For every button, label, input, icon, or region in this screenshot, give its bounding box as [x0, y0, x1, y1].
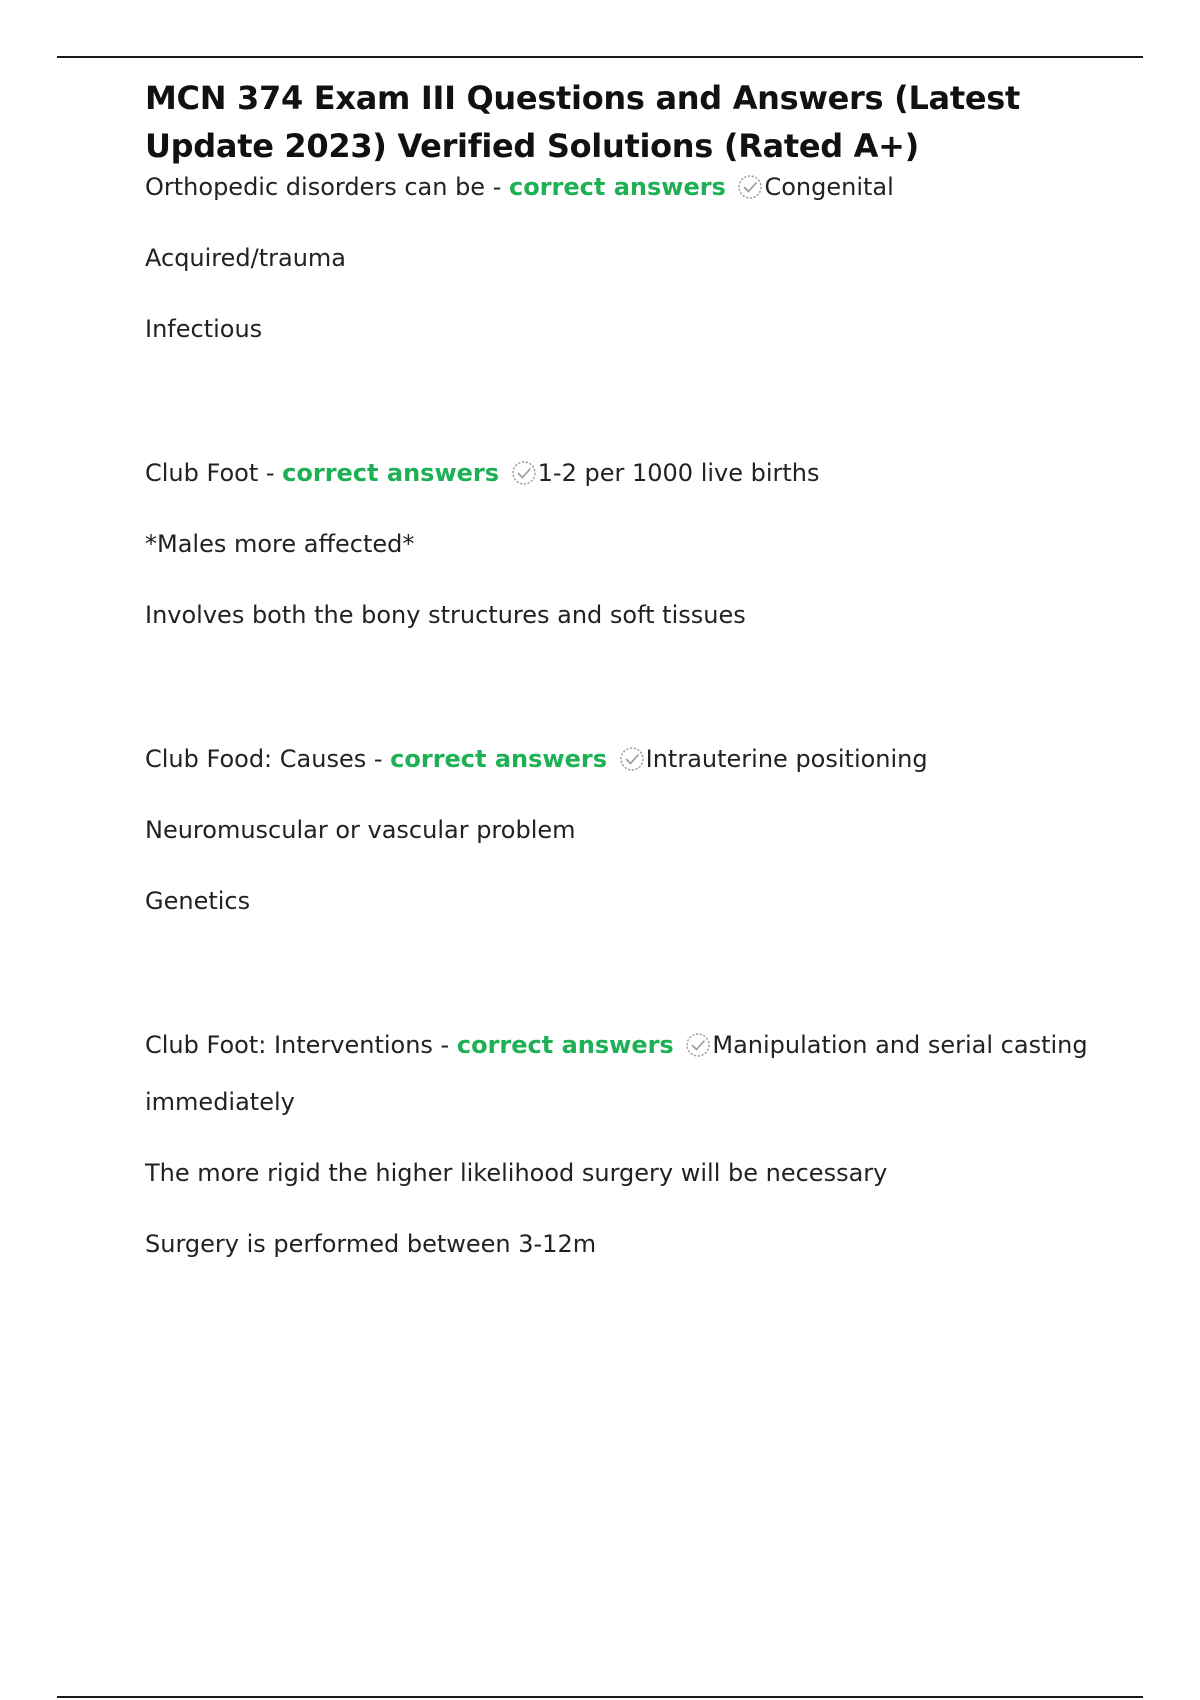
question-text: Club Food: Causes - [145, 745, 391, 773]
answer-line: Infectious [145, 315, 263, 343]
verified-check-icon [685, 1032, 711, 1058]
answer-text: Manipulation and serial casting immediately [145, 1031, 1088, 1116]
answer-line: Genetics [145, 887, 251, 915]
qa-item [145, 168, 1105, 348]
qa-question-line [145, 740, 1105, 778]
qa-question-line [145, 1017, 1105, 1131]
bottom-rule [57, 1696, 1143, 1698]
correct-answers-label: correct answers [390, 745, 607, 773]
answer-line: Acquired/trauma [145, 244, 347, 272]
verified-check-icon [511, 460, 537, 486]
answer-text: 1-2 per 1000 live births [537, 459, 820, 487]
question-text: Club Foot: Interventions - [145, 1031, 457, 1059]
answer-text: Intrauterine positioning [645, 745, 928, 773]
qa-item [145, 1017, 1105, 1263]
correct-answers-label: correct answers [456, 1031, 674, 1059]
answer-line: Surgery is performed between 3-12m [145, 1230, 597, 1258]
question-text: Club Foot - [145, 459, 283, 487]
answer-line: *Males more affected* [145, 530, 415, 558]
document-content [145, 74, 1105, 1263]
correct-answers-label: correct answers [508, 173, 726, 201]
top-rule [57, 56, 1143, 58]
verified-check-icon [737, 174, 763, 200]
question-text: Orthopedic disorders can be - [145, 173, 509, 201]
qa-item [145, 454, 1105, 634]
qa-question-line [145, 454, 1105, 492]
verified-check-icon [619, 746, 645, 772]
answer-line: Involves both the bony structures and soft tissues [145, 601, 746, 629]
answer-text: Congenital [764, 173, 894, 201]
qa-question-line [145, 168, 1105, 206]
answer-line: The more rigid the higher likelihood surgery will be necessary [145, 1159, 888, 1187]
answer-line: Neuromuscular or vascular problem [145, 816, 576, 844]
document-title: MCN 374 Exam III Questions and Answers (Latest Update 2023) Verified Solutions (Rated A+) [145, 79, 1020, 165]
correct-answers-label: correct answers [282, 459, 500, 487]
qa-item [145, 740, 1105, 920]
